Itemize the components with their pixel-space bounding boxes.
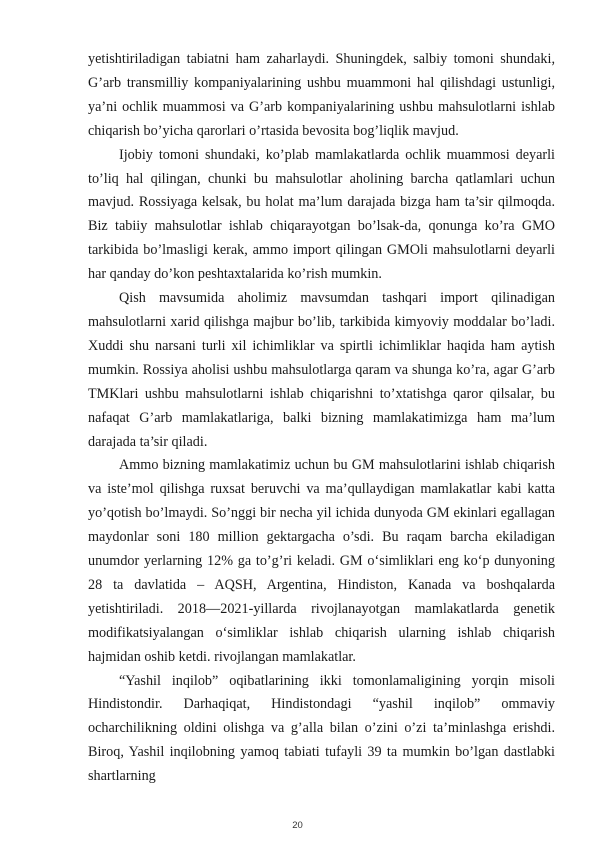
paragraph-2: Ijobiy tomoni shundaki, ko’plab mamlakatlarda ochlik muammosi deyarli to’liq hal qilingan, chunki bu mahsulotlar aholining barcha qatlamlari uchun mavjud. Rossiyaga kelsak, bu holat ma’lum darajada bizga ham ta’sir qilmoqda. Biz tabiiy mahsulotlar ishlab chiqarayotgan bo’lsak-da, qonunga ko’ra GMO tarkibida bo’lmasligi kerak, ammo import qilingan GMOli mahsulotlarni deyarli har qanday do’kon peshtaxtalarida ko’rish mumkin. bbox=[88, 146, 555, 283]
paragraph-3: Qish mavsumida aholimiz mavsumdan tashqari import qilinadigan mahsulotlarni xarid qilishga majbur bo’lib, tarkibida kimyoviy moddalar bo’ladi. Xuddi shu narsani turli xil ichimliklar va spirtli ichimliklar haqida ham aytish mumkin. Rossiya aholisi ushbu mahsulotlarga qaram va shunga ko’ra, agar G’arb TMKlari ushbu mahsulotlarni ishlab chiqarishni to’xtatishga qaror qilsalar, bu nafaqat G’arb mamlakatlariga, balki bizning mamlakatimizga ham ma’lum darajada ta’sir qiladi. bbox=[88, 290, 555, 450]
paragraph-4: Ammo bizning mamlakatimiz uchun bu GM mahsulotlarini ishlab chiqarish va iste’mol qilishga ruxsat beruvchi va ma’qullaydigan mamlakatlar kabi katta yo’qotish bo’lmaydi. So’nggi bir necha yil ichida dunyoda GM ekinlari egallagan maydonlar soni 180 million gektargacha o’sdi. Bu raqam barcha ekiladigan unumdor yerlarning 12% ga to’g’ri keladi. GM o‘simliklari eng ko‘p dunyoning 28 ta davlatida – AQSH, Argentina, Hindiston, Kanada va boshqalarda yetishtiriladi. 2018—2021-yillarda rivojlanayotgan mamlakatlarda genetik modifikatsiyalangan o‘simliklar ishlab chiqarish ularning ishlab chiqarish hajmidan oshib ketdi. rivojlangan mamlakatlar. bbox=[88, 457, 555, 665]
document-page bbox=[88, 48, 555, 789]
page-number: 20 bbox=[292, 820, 303, 831]
paragraph-1: yetishtiriladigan tabiatni ham zaharlaydi. Shuningdek, salbiy tomoni shundaki, G’arb transmilliy kompaniyalarining ushbu muammoni hal qilishdagi ustunligi, ya’ni ochlik muammosi va G’arb kompaniyalarining ushbu mahsulotlarni ishlab chiqarish bo’yicha qarorlari o’rtasida bevosita bog’liqlik mavjud. bbox=[88, 51, 555, 139]
paragraph-5: “Yashil inqilob” oqibatlarining ikki tomonlamaligining yorqin misoli Hindistondir. Darhaqiqat, Hindistondagi “yashil inqilob” ommaviy ocharchilikning oldini olishga va g’alla bilan o’zini o’zi ta’minlashga erishdi. Biroq, Yashil inqilobning yamoq tabiati tufayli 39 ta mumkin bo’lgan dastlabki shartlarning bbox=[88, 672, 555, 785]
